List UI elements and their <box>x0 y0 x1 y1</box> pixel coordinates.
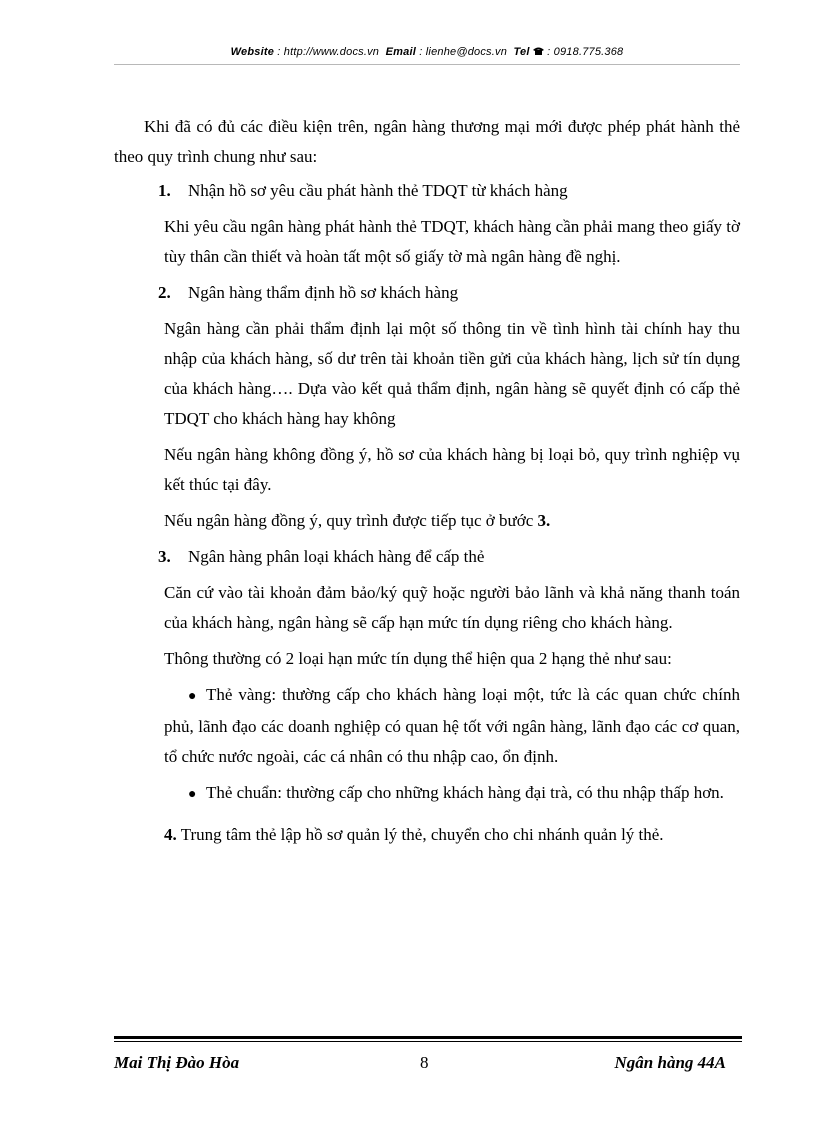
header-divider <box>114 64 740 65</box>
tel-label: Tel <box>513 46 530 58</box>
step-2-paragraph-3-text: Nếu ngân hàng đồng ý, quy trình được tiếp tục ở bước <box>164 511 538 530</box>
step-2-number: 2. <box>158 283 171 302</box>
website-label: Website <box>230 46 275 58</box>
step-1-paragraph: Khi yêu cầu ngân hàng phát hành thẻ TDQT, khách hàng cần phải mang theo giấy tờ tùy thân cần thiết và hoàn tất một số giấy tờ mà ngân hàng đề nghị. <box>164 217 740 266</box>
page-header <box>114 46 740 58</box>
step-1-heading <box>158 176 740 206</box>
step-4-title: Trung tâm thẻ lập hồ sơ quản lý thẻ, chuyển cho chi nhánh quản lý thẻ. <box>180 825 664 844</box>
step-2-paragraph-2: Nếu ngân hàng không đồng ý, hồ sơ của khách hàng bị loại bỏ, quy trình nghiệp vụ kết thúc tại đây. <box>164 445 740 494</box>
step-1-title: Nhận hồ sơ yêu cầu phát hành thẻ TDQT từ khách hàng <box>188 181 568 200</box>
step-2-paragraph-3 <box>164 506 740 536</box>
step-3-paragraph-2: Thông thường có 2 loại hạn mức tín dụng thể hiện qua 2 hạng thẻ như sau: <box>164 649 672 668</box>
email-value[interactable]: : lienhe@docs.vn <box>419 46 508 58</box>
footer-divider-thin <box>114 1041 742 1042</box>
bullet-text: Thẻ chuẩn: thường cấp cho những khách hàng đại trà, có thu nhập thấp hơn. <box>206 783 724 802</box>
telephone-icon <box>533 46 547 58</box>
step-4-heading <box>164 820 740 850</box>
page-number: 8 <box>420 1053 429 1072</box>
intro-paragraph: Khi đã có đủ các điều kiện trên, ngân hàng thương mại mới được phép phát hành thẻ theo quy trình chung như sau: <box>114 117 740 166</box>
document-body <box>114 112 740 850</box>
step-1-number: 1. <box>158 181 171 200</box>
step-3-heading <box>158 542 740 572</box>
bullet-text: Thẻ vàng: thường cấp cho khách hàng loại một, tức là các quan chức chính phủ, lãnh đạo các doanh nghiệp có quan hệ tốt với ngân hàng, lãnh đạo các cơ quan, tổ chức nước ngoài, các cá nhân có thu nhập cao, ổn định. <box>164 685 740 766</box>
email-label: Email <box>385 46 416 58</box>
footer-divider-thick <box>114 1036 742 1039</box>
website-url[interactable]: : http://www.docs.vn <box>277 46 380 58</box>
footer-author: Mai Thị Đào Hòa <box>114 1053 240 1072</box>
bullet-item-gold-card <box>164 680 740 772</box>
tel-value: : 0918.775.368 <box>547 46 624 58</box>
step-3-paragraph-1: Căn cứ vào tài khoản đảm bảo/ký quỹ hoặc người bảo lãnh và khả năng thanh toán của khách hàng, ngân hàng sẽ cấp hạn mức tín dụng riêng cho khách hàng. <box>164 583 740 632</box>
step-2-heading <box>158 278 740 308</box>
step-reference: 3. <box>537 511 551 530</box>
step-4-number: 4. <box>164 825 177 844</box>
step-2-paragraph-1: Ngân hàng cần phải thẩm định lại một số thông tin về tình hình tài chính hay thu nhập của khách hàng, số dư trên tài khoản tiền gửi của khách hàng, lịch sử tín dụng của khách hàng…. Dựa vào kết quả thẩm định, ngân hàng sẽ quyết định có cấp thẻ TDQT cho khách hàng hay không <box>164 319 740 428</box>
page-footer <box>114 1053 726 1077</box>
step-3-number: 3. <box>158 547 171 566</box>
step-3-title: Ngân hàng phân loại khách hàng để cấp thẻ <box>188 547 485 566</box>
bullet-item-standard-card <box>164 778 740 810</box>
bullet-icon: ● <box>188 787 197 802</box>
footer-class: Ngân hàng 44A <box>614 1053 726 1072</box>
step-2-title: Ngân hàng thẩm định hồ sơ khách hàng <box>188 283 459 302</box>
bullet-icon: ● <box>188 689 197 704</box>
